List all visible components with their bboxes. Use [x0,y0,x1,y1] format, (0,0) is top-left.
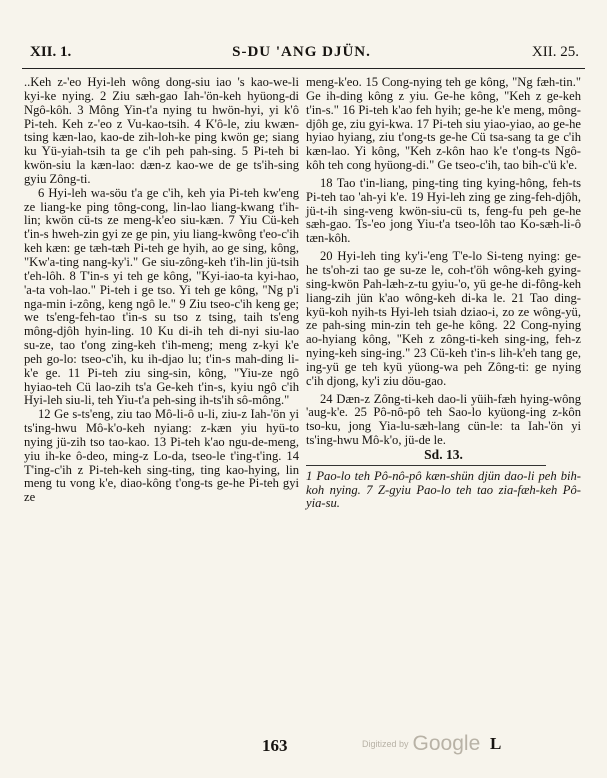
section-rule [306,465,546,466]
google-watermark [362,732,480,758]
paragraph: 18 Tao t'in-liang, ping-ting ting kying-hông, feh-ts Pi-teh tao 'ah-yi k'e. 19 Hyi-leh zing ge zing-feh-djôh, jü-t-ih sing-veng kwön-siu-cü ts, feng-fu peh ge-he sæh-gao. Ts-'eo jong Yiu-t'a tseo-lôh tao Ko-sæh-li-ô tæn-kôh. [306,175,581,246]
section-summary: 1 Pao-lo teh Pô-nô-pô kæn-shün djün dao-li peh bih-koh nying. 7 Z-gyiu Pao-lo teh tao zia-fæh-keh Pô-yia-su. [306,468,581,511]
left-column [24,76,299,505]
paragraph: 24 Dæn-z Zông-ti-keh dao-li yüih-fæh hying-wông 'aug-k'e. 25 Pô-nô-pô teh Sao-lo kyüong-ing z-kôn tso-ku, jong Yia-lu-sæh-lang cün-le: ta Iah-'ön yi ts'ing-hwu Mô-k'o, jü-de le. [306,391,581,448]
page-number: 163 [262,736,288,755]
paragraph: ..Keh z-'eo Hyi-leh wông dong-siu iao 's kao-we-li kyi-ke nying. 2 Ziu sæh-gao Iah-'ön-keh hyüong-di Ngô-kôh. 3 Mông Yin-t'a nying tu hwön-hyi, yi k'ô Pi-teh. Keh z-'eo z Vu-kao-tsih. 4 K'ô-le, ziu kwæn-tsing kæn-lao, kao-de zih-loh-ke ping kwön ge; siang ku Yü-yiah-tsih ta ge c'ih peh pah-sing. 5 Pi-teh bi kwön-siu la kæn-lao: dæn-z kao-we de ge ts'ih-sing gyiu Zông-ti. [24,75,299,186]
header-title: S-DU 'ANG DJÜN. [232,44,371,60]
watermark-small-text: Digitized by [362,739,409,749]
page-header [14,44,589,68]
section-title: Sd. 13. [424,446,463,462]
paragraph: 12 Ge s-ts'eng, ziu tao Mô-li-ô u-li, ziu-z Iah-'ön yi ts'ing-hwu Mô-k'o-keh nyiang: z-kæn yiu hyü-to nying jü-zih tso tao-kao. 13 Pi-teh k'ao ngu-de-meng, yiu ih-ke ô-deo, ming-z Lo-da, tseo-le t'ing-t'ing. 14 T'ing-c'ih z Pi-teh-keh sing-ting, ting kao-hying, lin meng tu vong k'e, diao-kông t'ong-ts ge-he Pi-teh gyi ze [24,407,299,505]
paragraph: 20 Hyi-leh ting ky'i-'eng T'e-lo Si-teng nying: ge-he ts'oh-zi tao ge su-ze le, coh-t'öh wông-keh gying-sing-kwön Pah-læh-z-tu gyiu-'o, yü ge-he di-fông-keh liang-zih jün k'ao wông-keh di-ka le. 21 Tao ding-kyü-koh nyih-ts Hyi-leh tsiah dziao-i, zo ze wông-yü, ze pah-sing min-zin teh ge-he kông. 22 Cong-nying ao-hyiang kông, "Keh z zông-ti-keh sing-ing, feh-z nying-keh sing-ing." 23 Cü-keh t'in-s lih-k'eh tang ge, ing-yü ge teh kyü yüong-wa peh Zông-ti: ge nying c'ih djong, ky'i ziu döu-gao. [306,249,581,388]
watermark-logo-text: Google [412,732,481,755]
paragraph: 6 Hyi-leh wa-söu t'a ge c'ih, keh yia Pi-teh kw'eng ze liang-ke ping tông-cong, lin-lao liang-kwang t'ih-lin; kwön cü-ts ze meng-k'eo siu-kæn. 7 Yiu Cü-keh t'in-s hweh-zin gyi ze ge pin, yiu liang-kwông t'eo-c'ih keh kæn: ge tæh-tæh Pi-teh ge hyih, ao ge sing, kông, "Kw'a-ting nang-ky'i." Ge siu-zông-keh t'ih-lin jü-tsih t'eh-lôh. 8 T'in-s yi teh ge kông, "Kyi-iao-ta kyi-hao, 'a-ta voh-lao." Pi-teh i ge tso. Yi teh ge kông, "Ng p'i nga-min i-zông, keng ngô le." 9 Ziu tseo-c'ih keng ge; we ts'eng-feh-tao t'in-s su tso z tsing, taih ts'eng mông-djôh hyin-ling. 10 Ku di-ih teh di-nyi siu-lao su-ze, tao t'ong zing-keh t'ih-meng; meng z-kyi k'e peh go-lo: tseo-c'ih, ku ih-djao lu; t'in-s mah-ding li-k'e ge. 11 Pi-teh ziu sing-sin, kông, "Yiu-ze ngô hyiao-teh Cü lao-zih ts'a Ge-keh t'in-s, kyiu ngô c'ih Hyi-leh siu-li, teh Yiu-t'a peh-sing ih-ts'ih sô-mông." [24,185,299,408]
paragraph: meng-k'eo. 15 Cong-nying teh ge kông, "Ng fæh-tin." Ge ih-ding kông z yiu. Ge-he kông, "Keh z ge-keh t'in-s." 16 Pi-teh k'ao feh hyih; ge-he k'e meng, mông-djôh ge, ziu gyi-kwa. 17 Pi-teh siu yiao-yiao, ao ge-he hyiao hyiang, ziu t'ong-ts ge-he Cü tsa-sang ta ge c'ih kæn-lao. Yi kông, "Keh z-kôn hao k'e t'ong-ts Ngô-kôh teh cong hyüong-di." Ge tseo-c'ih, tao bih-c'ü k'e. [306,75,581,173]
header-chapter-left: XII. 1. [30,44,72,60]
signature-mark: L [490,734,502,753]
right-column [306,76,581,511]
header-chapter-right: XII. 25. [531,44,579,60]
header-rule [22,68,585,69]
